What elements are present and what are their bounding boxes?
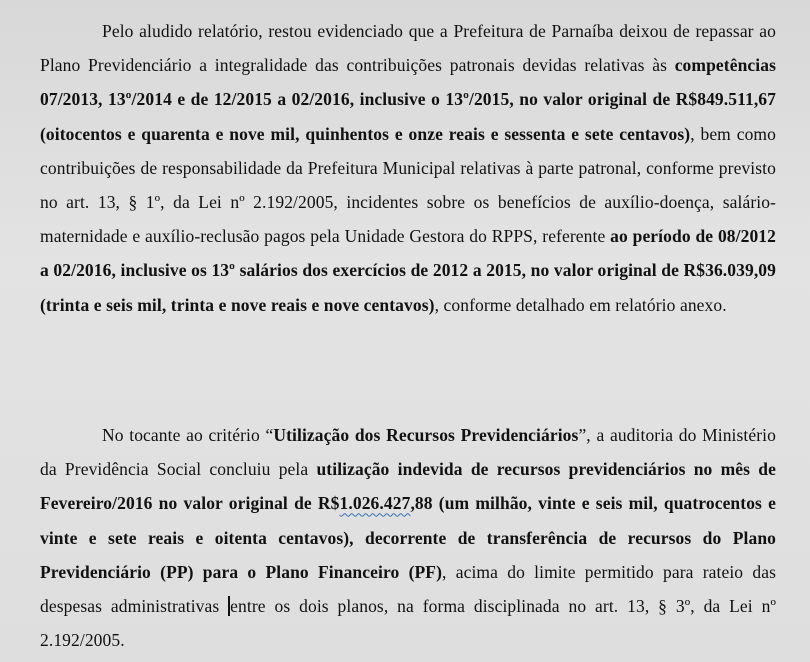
text-segment: No tocante ao critério “ — [102, 425, 274, 445]
bold-text-segment: ,88 (um milhão, vinte e seis mil, quatrocentos e vinte e sete reais e oitenta centavos), decorrente de transferência de recursos do Plano Previdenciário (PP) para o Plano Financeiro (PF) — [40, 493, 776, 582]
bold-text-segment: competências 07/2013, 13º/2014 e de 12/2015 a 02/2016, inclusive o 13º/2015, no valor original de R$849.511,67 (oitocentos e quarenta e nove mil, quinhentos e onze reais e sessenta e sete centavos) — [40, 55, 776, 144]
paragraph-report-findings — [40, 14, 776, 322]
text-segment: ”, a auditoria do Ministério da Previdência Social concluiu pela — [40, 425, 776, 480]
bold-text-segment: ao período de 08/2012 a 02/2016, inclusive os 13º salários dos exercícios de 2012 a 2015, no valor original de R$36.039,09 (trinta e seis mil, trinta e nove reais e nove centavos) — [40, 226, 777, 315]
text-segment: , acima do limite permitido para rateio das despesas administrativas — [40, 561, 776, 617]
bold-text-segment: utilização indevida de recursos previdenciários no mês de Fevereiro/2016 no valor original de R$ — [40, 459, 776, 514]
text-segment: entre os dois planos, na forma disciplinada no art. 13, § 3º, da Lei nº 2.192/2005. — [40, 596, 776, 651]
paragraph-resource-usage — [40, 418, 776, 657]
bold-text-segment: Utilização dos Recursos Previdenciários — [273, 425, 579, 445]
text-segment: , conforme detalhado em relatório anexo. — [434, 294, 727, 315]
spellcheck-underlined-amount: 1.026.427 — [339, 493, 411, 514]
text-segment: , bem como contribuições de responsabilidade da Prefeitura Municipal relativas à parte patronal, conforme previsto no art. 13, § 1º, da Lei nº 2.192/2005, incidentes sobre os benefícios de auxílio-doença, salário-maternidade e auxílio-reclusão pagos pela Unidade Gestora do RPPS, referente — [40, 123, 776, 247]
text-segment: Pelo aludido relatório, restou evidenciado que a Prefeitura de Parnaíba deixou de repassar ao Plano Previdenciário a integralidade das contribuições patronais devidas relativas às — [40, 21, 776, 76]
